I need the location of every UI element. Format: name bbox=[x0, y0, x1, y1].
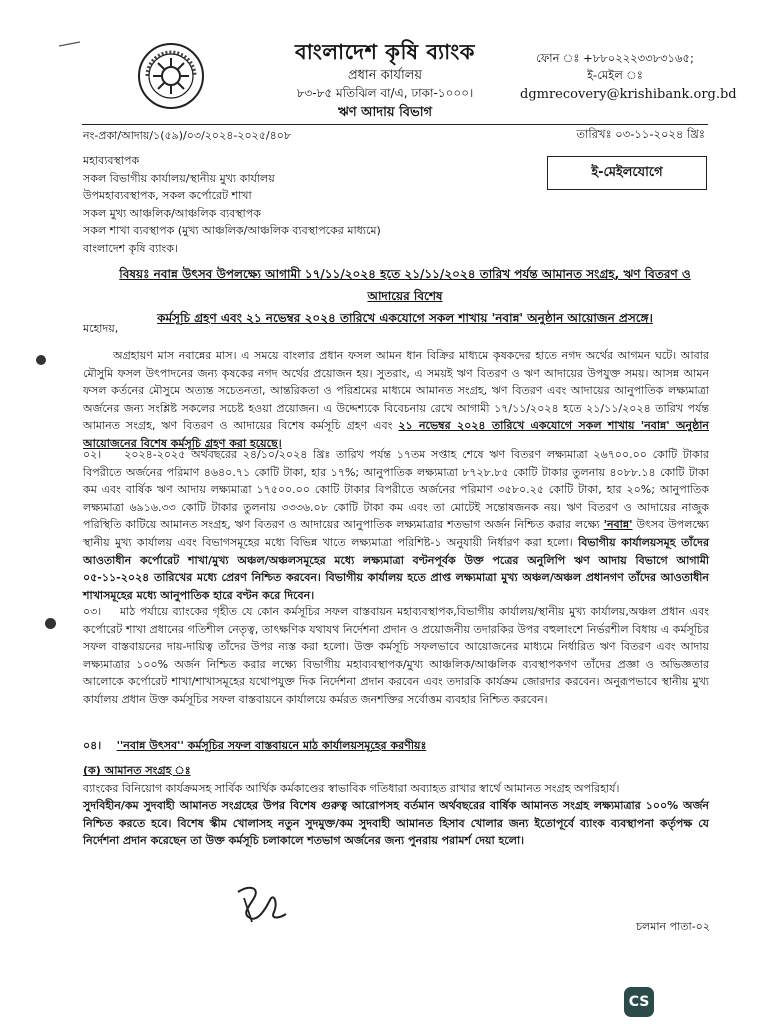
letter-date: তারিখঃ ০৩-১১-২০২৪ খ্রিঃ bbox=[576, 127, 705, 141]
paragraph-4-heading: ''নবান্ন উৎসব'' কর্মসূচির সফল বাস্তবায়নে মাঠ কার্যালয়সমূহের করণীয়ঃ bbox=[116, 739, 427, 752]
office-name: প্রধান কার্যালয় bbox=[347, 68, 423, 83]
recipient-line: বাংলাদেশ কৃষি ব্যাংক। bbox=[83, 241, 178, 255]
bank-name: বাংলাদেশ কৃষি ব্যাংক bbox=[295, 40, 475, 64]
reference-number: নং-প্রকা/আদায়/১(৫৯)/০৩/২০২৪-২০২৫/৪০৮ bbox=[83, 129, 292, 142]
paragraph-1-text: অগ্রহায়ণ মাস নবান্নের মাস। এ সময়ে বাংলার প্রধান ফসল আমন ধান বিক্রির মাধ্যমে কৃষকদের হাতে নগদ অর্থের আগমন ঘটে। আবার মৌসুমি ফসল উৎপাদনের জন্য কৃষকের নগদ অর্থের প্রয়োজন হয়। সুতরাং, এ সময়ই ঋণ বিতরণ ও ঋণ আদায়ের উপযুক্ত সময়। আসন্ন আমন ফসল কর্তনের মৌসুমে অত্যন্ত সচেতনতা, আন্তরিকতা ও পরিশ্রমের মাধ্যমে আমানত সংগ্রহ, ঋণ বিতরণ এবং আদায়ের আনুপাতিক লক্ষ্যমাত্রা অর্জনের জন্য সংশ্লিষ্ট সকলের সচেষ্ট হওয়া প্রয়োজন। এ উদ্দেশ্যকে বিবেচনায় রেখে আগামী ১৭/১১/২০২৪ হতে ২১/১১/২০২৪ তারিখ পর্যন্ত আমানত সংগ্রহ, ঋণ বিতরণ ও আদায়ের বিশেষ কর্মসূচি গ্রহণ এবং bbox=[83, 349, 709, 433]
salutation: মহোদয়, bbox=[83, 322, 119, 335]
subject-line-1: বিষয়ঃ নবান্ন উৎসব উপলক্ষ্যে আগামী ১৭/১১/২০২৪ হতে ২১/১১/২০২৪ তারিখ পর্যন্ত আমানত সংগ্রহ, ঋণ বিতরণ ও আদায়ের বিশেষ bbox=[119, 267, 691, 303]
scanner-app-badge: CS bbox=[624, 987, 654, 1017]
department-name: ঋণ আদায় বিভাগ bbox=[337, 105, 433, 120]
paragraph-3 bbox=[83, 603, 709, 709]
recipient-line: সকল মুখ্য আঞ্চলিক/আঞ্চলিক ব্যবস্থাপক bbox=[83, 206, 261, 220]
recipient-line: মহাব্যবস্থাপক bbox=[83, 154, 140, 167]
subject-line-2: কর্মসূচি গ্রহণ এবং ২১ নভেম্বর ২০২৪ তারিখে একযোগে সকল শাখায় 'নবান্ন' অনুষ্ঠান আয়োজন প্রসঙ্গে। bbox=[157, 311, 653, 325]
section-a-title: (ক) আমানত সংগ্রহ ঃ bbox=[83, 764, 191, 777]
bank-logo-seal bbox=[137, 42, 205, 110]
header-divider bbox=[82, 124, 708, 125]
margin-punch-mark bbox=[36, 355, 46, 365]
email-label: ই-মেইল ঃ bbox=[587, 68, 643, 82]
paragraph-number: ০৪। bbox=[83, 739, 102, 752]
email-address: dgmrecovery@krishibank.org.bd bbox=[520, 87, 737, 102]
paragraph-2-text-b: উৎসব উপলক্ষ্যে স্থানীয় মুখ্য কার্যালয় এবং বিভাগসমূহের মধ্যে বিভিন্ন খাতে লক্ষ্যমাত্রা পরিশিষ্ট-১ অনুযায়ী নির্ধারণ করা হলো। bbox=[83, 518, 709, 549]
delivery-mode-box: ই-মেইলযোগে bbox=[547, 156, 707, 190]
paragraph-2-text-a: ২০২৪-২০২৫ অর্থবছরের ২৪/১০/২০২৪ খ্রিঃ তারিখ পর্যন্ত ১৭তম সপ্তাহ শেষে ঋণ বিতরণ লক্ষ্যমাত্রা ২৬৭০০.০০ কোটি টাকার বিপরীতে অর্জনের পরিমাণ ৪৬৪০.৭১ কোটি টাকা, হার ১৭%; আনুপাতিক লক্ষ্যমাত্রা ৮৭২৮.৮৫ কোটি টাকার তুলনায় ৪০৮৮.১৪ কোটি টাকা কম এবং বার্ষিক ঋণ আদায় লক্ষ্যমাত্রা ১৭৫০০.০০ কোটি টাকার বিপরীতে অর্জনের পরিমাণ ৩৫৮০.২৫ কোটি টাকা, হার ২০%; আনুপাতিক লক্ষ্যমাত্রা ৬৯১৬.৩৩ কোটি টাকার তুলনায় ৩৩৩৬.০৮ কোটি টাকা কম এবং তা মোটেই সন্তোষজনক নয়। ঋণ বিতরণ ও আদায়ের নাজুক পরিস্থিতি কাটিয়ে আমানত সংগ্রহ, ঋণ বিতরণ ও আদায়ের আনুপাতিক লক্ষ্যমাত্রার শতভাগ অর্জন নিশ্চিত করার লক্ষ্যে bbox=[83, 448, 709, 532]
paragraph-1-emphasis: ২১ নভেম্বর ২০২৪ তারিখে একযোগে সকল শাখায় 'নবান্ন' অনুষ্ঠান আয়োজনের বিশেষ কর্মসূচি গ্রহণ করা হয়েছে। bbox=[83, 419, 709, 450]
paragraph-2 bbox=[83, 446, 709, 604]
phone-number: ফোন ঃ +৮৮০২২২৩৩৮৩১৬৫; bbox=[536, 51, 694, 65]
handwritten-signature bbox=[230, 878, 290, 928]
margin-punch-mark bbox=[45, 618, 56, 629]
paragraph-4 bbox=[83, 737, 709, 755]
paragraph-1 bbox=[83, 347, 709, 453]
pen-stroke-mark bbox=[58, 40, 82, 48]
office-address: ৮৩-৮৫ মতিঝিল বা/এ, ঢাকা-১০০০। bbox=[296, 86, 474, 100]
section-a bbox=[83, 762, 709, 850]
paragraph-2-emphasis: বিভাগীয় কার্যালয়সমূহ তাঁদের আওতাধীন কর্পোরেট শাখা/মুখ্য অঞ্চল/অঞ্চলসমূহের মধ্যে লক্ষ্যমাত্রা বণ্টনপূর্বক উক্ত পত্রের অনুলিপি ঋণ আদায় বিভাগে আগামী ০৫-১১-২০২৪ তারিখের মধ্যে প্রেরণ নিশ্চিত করবেন। বিভাগীয় কার্যালয় হতে প্রাপ্ত লক্ষ্যমাত্রা মুখ্য অঞ্চল/অঞ্চল প্রধানগণ তাঁদের আওতাধীন শাখাসমূহের মধ্যে আনুপাতিক হারে বণ্টন করে দিবেন। bbox=[83, 535, 709, 602]
contact-block bbox=[520, 50, 737, 103]
continued-page-note: চলমান পাতা-০২ bbox=[636, 920, 710, 933]
subject-block bbox=[100, 263, 710, 329]
recipient-line: উপমহাব্যবস্থাপক, সকল কর্পোরেট শাখা bbox=[83, 189, 252, 202]
recipient-line: সকল শাখা ব্যবস্থাপক (মুখ্য আঞ্চলিক/আঞ্চলিক ব্যবস্থাপকের মাধ্যমে) bbox=[83, 224, 381, 237]
paragraph-number: ০২। bbox=[83, 448, 102, 461]
recipient-list bbox=[83, 152, 381, 257]
paragraph-2-naban: 'নবান্ন' bbox=[603, 518, 633, 532]
section-a-text-1: ব্যাংকের বিনিয়োগ কার্যক্রমসহ সার্বিক আর্থিক কর্মকাণ্ডের স্বাভাবিক গতিধারা অব্যাহত রাখার স্বার্থে আমানত সংগ্রহ অপরিহার্য। bbox=[83, 781, 620, 795]
section-a-text-2: সুদবিহীন/কম সুদবাহী আমানত সংগ্রহের উপর বিশেষ গুরুত্ব আরোপসহ বর্তমান অর্থবছরের বার্ষিক আমানত সংগ্রহ লক্ষ্যমাত্রার ১০০% অর্জন নিশ্চিত করতে হবে। বিশেষ স্কীম খোলাসহ নতুন সুদমুক্ত/কম সুদবাহী আমানত হিসাব খোলার জন্য ইতোপূর্বে ব্যাংক ব্যবস্থাপনা কর্তৃপক্ষ যে নির্দেশনা প্রদান করেছেন তা উক্ত কর্মসূচি চলাকালে শতভাগ অর্জনের জন্য পুনরায় পরামর্শ দেয়া হলো। bbox=[83, 799, 709, 848]
paragraph-number: ০৩। bbox=[83, 605, 102, 618]
paragraph-3-text: মাঠ পর্যায়ে ব্যাংকের গৃহীত যে কোন কর্মসূচির সফল বাস্তবায়ন মহাব্যবস্থাপক,বিভাগীয় কার্যালয়/স্থানীয় মুখ্য কার্যালয়,অঞ্চল প্রধান এবং কর্পোরেট শাখা প্রধানের গতিশীল নেতৃত্ব, তাৎক্ষণিক যথাযথ নির্দেশনা প্রদান ও প্রয়োজনীয় তদারকির উপর বহুলাংশে নির্ভরশীল বিধায় এ কর্মসূচির সফল বাস্তবায়নের দায়-দায়িত্ব তাঁদের উপর ন্যস্ত করা হলো। উক্ত কর্মসূচি সফলভাবে আয়োজনের মাধ্যমে নির্ধারিত ঋণ বিতরণ এবং আদায় লক্ষ্যমাত্রার ১০০% অর্জন নিশ্চিত করার লক্ষ্যে বিভাগীয় মহাব্যবস্থাপক/মুখ্য আঞ্চলিক/আঞ্চলিক ব্যবস্থাপকগণ তাঁদের প্রজ্ঞা ও অভিজ্ঞতার আলোকে কর্পোরেট শাখা/শাখাসমূহের যথোপযুক্ত দিক নির্দেশনা প্রদান করবেন এবং তদারকি কার্যক্রম জোরদার করবেন। অনুরূপভাবে স্থানীয় মুখ্য কার্যালয় প্রধান উক্ত কর্মসূচির সফল বাস্তবায়নে কার্যালয়ে কর্মরত জনশক্তির সর্বোত্তম ব্যবহার নিশ্চিত করবেন। bbox=[83, 605, 709, 706]
recipient-line: সকল বিভাগীয় কার্যালয়/স্থানীয় মুখ্য কার্যালয় bbox=[83, 171, 275, 185]
